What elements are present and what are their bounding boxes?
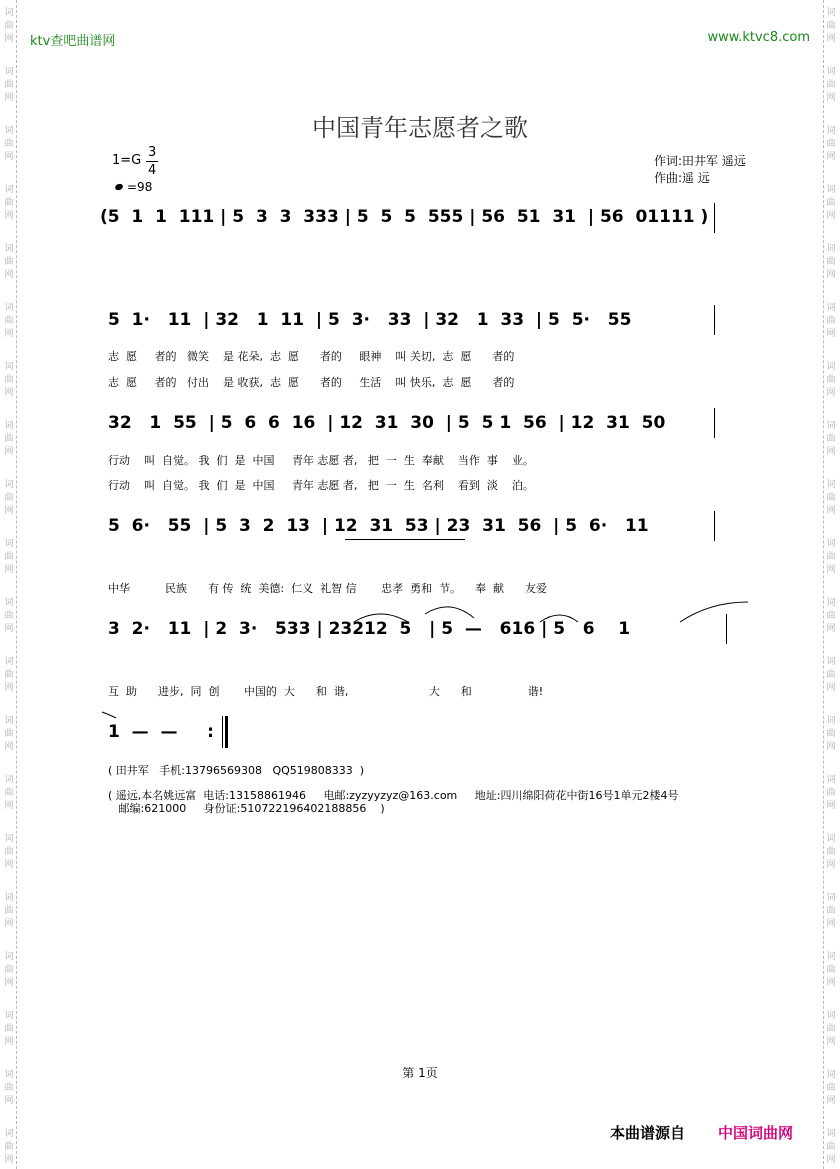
composer-credit: 作曲:遥 远 — [654, 171, 710, 185]
watermark-glyph: 词 — [826, 834, 836, 844]
watermark-glyph: 网 — [4, 1096, 14, 1106]
watermark-glyph: 词 — [4, 952, 14, 962]
watermark-glyph: 曲 — [4, 493, 14, 503]
watermark-glyph: 曲 — [4, 1142, 14, 1152]
score-row-4-lyrics: 互 助 进步, 同 创 中国的 大 和 谐, 大 和 谐! — [108, 685, 544, 698]
watermark-glyph: 词 — [826, 1011, 836, 1021]
watermark-glyph: 词 — [826, 126, 836, 136]
watermark-glyph: 词 — [4, 775, 14, 785]
source-label: 本曲谱源自 — [610, 1124, 686, 1142]
song-title: 中国青年志愿者之歌 — [312, 114, 528, 142]
watermark-glyph: 词 — [4, 244, 14, 254]
watermark-glyph: 曲 — [4, 552, 14, 562]
watermark-glyph: 曲 — [4, 906, 14, 916]
watermark-glyph: 词 — [4, 185, 14, 195]
time-signature-bottom: 4 — [148, 163, 157, 178]
end-barline-thin — [222, 716, 223, 748]
watermark-glyph: 网 — [826, 860, 836, 870]
time-signature-top: 3 — [148, 145, 157, 160]
watermark-glyph: 网 — [826, 152, 836, 162]
score-row-2-notes: 32 1 55 | 5 6 6 16 | 12 31 30 | 5 5 1 56 | 12 31 50 — [108, 413, 666, 433]
watermark-glyph: 词 — [826, 1129, 836, 1139]
watermark-glyph: 网 — [826, 506, 836, 516]
quarter-note-icon — [114, 183, 124, 191]
watermark-glyph: 曲 — [826, 139, 836, 149]
watermark-glyph: 网 — [826, 1037, 836, 1047]
watermark-glyph: 词 — [826, 952, 836, 962]
header-left-site[interactable]: ktv查吧曲谱网 — [30, 34, 116, 49]
score-row-1-notes: 5 1· 11 | 32 1 11 | 5 3· 33 | 32 1 33 | 5 5· 55 — [108, 310, 632, 330]
barline — [714, 305, 715, 335]
watermark-glyph: 曲 — [826, 316, 836, 326]
watermark-glyph: 网 — [4, 978, 14, 988]
lyricist-credit: 作词:田井军 遥远 — [654, 154, 746, 168]
watermark-glyph: 词 — [4, 67, 14, 77]
watermark-glyph: 曲 — [4, 965, 14, 975]
footer-composer-postcode: 邮编:621000 身份证:510722196402188856 ) — [108, 802, 385, 815]
watermark-glyph: 词 — [4, 8, 14, 18]
watermark-glyph: 词 — [826, 775, 836, 785]
barline — [726, 614, 727, 644]
watermark-glyph: 曲 — [826, 493, 836, 503]
watermark-glyph: 词 — [4, 362, 14, 372]
watermark-glyph: 词 — [826, 539, 836, 549]
watermark-glyph: 曲 — [826, 1083, 836, 1093]
watermark-glyph: 词 — [826, 244, 836, 254]
watermark-glyph: 曲 — [4, 139, 14, 149]
watermark-glyph: 网 — [4, 683, 14, 693]
watermark-glyph: 网 — [826, 683, 836, 693]
watermark-glyph: 网 — [4, 93, 14, 103]
watermark-glyph: 网 — [826, 1155, 836, 1165]
score-row-2-lyrics-verse1: 行动 叫 自觉。 我 们 是 中国 青年 志愿 者, 把 一 生 奉献 当作 事 业。 — [108, 454, 534, 467]
watermark-glyph: 曲 — [4, 257, 14, 267]
watermark-glyph: 曲 — [826, 906, 836, 916]
watermark-glyph: 网 — [826, 211, 836, 221]
watermark-glyph: 曲 — [826, 198, 836, 208]
watermark-glyph: 词 — [4, 539, 14, 549]
source-site-link[interactable]: 中国词曲网 — [718, 1124, 794, 1142]
score-row-intro-notes: (5 1 1 111 | 5 3 3 333 | 5 5 5 555 | 56 51 31 | 56 01111 ) — [100, 207, 709, 227]
watermark-glyph: 词 — [4, 893, 14, 903]
watermark-glyph: 词 — [4, 716, 14, 726]
watermark-glyph: 词 — [826, 362, 836, 372]
watermark-glyph: 曲 — [4, 21, 14, 31]
watermark-glyph: 网 — [826, 919, 836, 929]
time-signature-line — [146, 161, 158, 162]
watermark-glyph: 网 — [4, 329, 14, 339]
watermark-glyph: 网 — [4, 447, 14, 457]
watermark-glyph: 词 — [826, 598, 836, 608]
score-row-1-lyrics-verse2: 志 愿 者的 付出 是 收获, 志 愿 者的 生活 叫 快乐, 志 愿 者的 — [108, 376, 515, 389]
watermark-glyph: 词 — [4, 598, 14, 608]
watermark-glyph: 曲 — [826, 257, 836, 267]
watermark-glyph: 曲 — [4, 1083, 14, 1093]
watermark-glyph: 曲 — [4, 611, 14, 621]
watermark-glyph: 网 — [826, 388, 836, 398]
slur-marks — [350, 600, 750, 640]
watermark-glyph: 网 — [826, 978, 836, 988]
watermark-glyph: 网 — [826, 93, 836, 103]
watermark-glyph: 网 — [4, 742, 14, 752]
page-number: 第 1页 — [402, 1066, 438, 1080]
watermark-glyph: 词 — [4, 657, 14, 667]
barline — [714, 408, 715, 438]
barline — [714, 203, 715, 233]
right-watermark-strip — [823, 0, 838, 1169]
watermark-glyph: 网 — [826, 329, 836, 339]
watermark-glyph: 词 — [4, 126, 14, 136]
watermark-glyph: 网 — [4, 388, 14, 398]
watermark-glyph: 词 — [826, 185, 836, 195]
watermark-glyph: 曲 — [826, 611, 836, 621]
watermark-glyph: 曲 — [4, 670, 14, 680]
footer-composer-contact: ( 遥远,本名姚远富 电话:13158861946 电邮:zyzyyzyz@163.com 地址:四川绵阳荷花中街16号1单元2楼4号 — [108, 789, 679, 802]
watermark-glyph: 曲 — [826, 21, 836, 31]
watermark-glyph: 词 — [826, 657, 836, 667]
watermark-glyph: 网 — [826, 447, 836, 457]
watermark-glyph: 网 — [4, 565, 14, 575]
watermark-glyph: 网 — [4, 919, 14, 929]
watermark-glyph: 曲 — [4, 788, 14, 798]
watermark-glyph: 曲 — [4, 729, 14, 739]
end-barline-thick — [225, 716, 228, 748]
footer-lyricist-contact: ( 田井军 手机:13796569308 QQ519808333 ) — [108, 764, 365, 777]
watermark-glyph: 网 — [826, 270, 836, 280]
watermark-glyph: 词 — [826, 303, 836, 313]
watermark-glyph: 词 — [826, 67, 836, 77]
score-row-3-lyrics: 中华 民族 有 传 统 美德: 仁义 礼智 信 忠孝 勇和 节。 奉 献 友爱 — [108, 582, 548, 595]
score-row-3-notes: 5 6· 55 | 5 3 2 13 | 12 31 53 | 23 31 56 | 5 6· 11 — [108, 516, 649, 536]
watermark-glyph: 词 — [4, 1011, 14, 1021]
watermark-glyph: 网 — [826, 742, 836, 752]
watermark-glyph: 曲 — [4, 80, 14, 90]
watermark-glyph: 曲 — [4, 198, 14, 208]
watermark-glyph: 词 — [4, 480, 14, 490]
watermark-glyph: 网 — [826, 1096, 836, 1106]
watermark-glyph: 曲 — [826, 729, 836, 739]
watermark-glyph: 曲 — [826, 847, 836, 857]
watermark-glyph: 网 — [4, 1037, 14, 1047]
watermark-glyph: 曲 — [826, 80, 836, 90]
score-row-5-notes: 1 — — : — [108, 722, 214, 742]
watermark-glyph: 网 — [4, 34, 14, 44]
watermark-glyph: 网 — [4, 270, 14, 280]
watermark-glyph: 曲 — [4, 316, 14, 326]
watermark-glyph: 曲 — [826, 434, 836, 444]
watermark-glyph: 网 — [826, 624, 836, 634]
watermark-glyph: 网 — [4, 860, 14, 870]
watermark-glyph: 词 — [4, 303, 14, 313]
watermark-glyph: 网 — [826, 34, 836, 44]
watermark-glyph: 网 — [4, 211, 14, 221]
watermark-glyph: 曲 — [826, 552, 836, 562]
watermark-glyph: 词 — [826, 716, 836, 726]
watermark-glyph: 曲 — [826, 965, 836, 975]
watermark-glyph: 曲 — [4, 375, 14, 385]
left-watermark-strip — [2, 0, 17, 1169]
watermark-glyph: 网 — [4, 1155, 14, 1165]
watermark-glyph: 曲 — [4, 434, 14, 444]
watermark-glyph: 网 — [4, 801, 14, 811]
key-signature: 1=G — [112, 153, 142, 168]
header-right-site[interactable]: www.ktvc8.com — [707, 30, 810, 45]
watermark-glyph: 词 — [4, 421, 14, 431]
watermark-glyph: 网 — [4, 624, 14, 634]
watermark-glyph: 词 — [826, 421, 836, 431]
watermark-glyph: 词 — [4, 1070, 14, 1080]
watermark-glyph: 词 — [826, 480, 836, 490]
watermark-glyph: 词 — [826, 1070, 836, 1080]
score-row-4-notes: 3 2· 11 | 2 3· 533 | 23212 5 | 5 — 616 | 5 6 1 — [108, 619, 631, 639]
watermark-glyph: 网 — [4, 506, 14, 516]
watermark-glyph: 曲 — [826, 375, 836, 385]
watermark-glyph: 曲 — [826, 788, 836, 798]
watermark-glyph: 词 — [826, 8, 836, 18]
watermark-glyph: 曲 — [4, 1024, 14, 1034]
watermark-glyph: 曲 — [826, 670, 836, 680]
barline — [714, 511, 715, 541]
score-row-2-lyrics-verse2: 行动 叫 自觉。 我 们 是 中国 青年 志愿 者, 把 一 生 名利 看到 淡 泊。 — [108, 479, 534, 492]
watermark-glyph: 词 — [4, 834, 14, 844]
ledger-line — [345, 539, 465, 540]
watermark-glyph: 词 — [826, 893, 836, 903]
watermark-glyph: 网 — [826, 801, 836, 811]
tempo-marking: =98 — [127, 180, 153, 194]
score-row-1-lyrics-verse1: 志 愿 者的 微笑 是 花朵, 志 愿 者的 眼神 叫 关切, 志 愿 者的 — [108, 350, 515, 363]
watermark-glyph: 网 — [826, 565, 836, 575]
watermark-glyph: 曲 — [826, 1142, 836, 1152]
watermark-glyph: 曲 — [826, 1024, 836, 1034]
watermark-glyph: 曲 — [4, 847, 14, 857]
watermark-glyph: 词 — [4, 1129, 14, 1139]
watermark-glyph: 网 — [4, 152, 14, 162]
